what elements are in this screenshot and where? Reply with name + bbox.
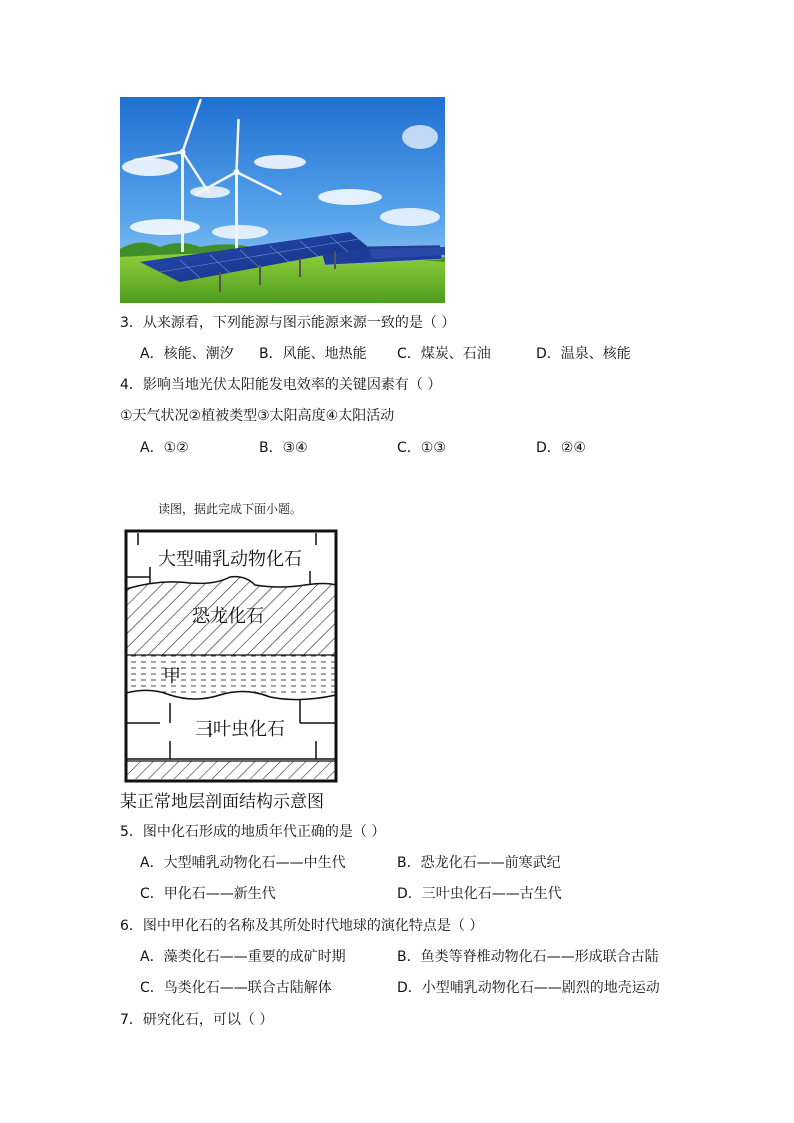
intro-text: 读图，据此完成下面小题。	[158, 502, 303, 516]
layer-label-trilobite: 三叶虫化石	[195, 719, 285, 740]
q4-option-a: A．①②	[140, 440, 189, 456]
q4-stem: 4．影响当地光伏太阳能发电效率的关键因素有（ ）	[120, 377, 442, 393]
q6-option-b: B．鱼类等脊椎动物化石——形成联合古陆	[397, 949, 659, 965]
q3-option-c: C．煤炭、石油	[397, 346, 491, 362]
q6-stem: 6．图中甲化石的名称及其所处时代地球的演化特点是（ ）	[120, 918, 484, 934]
q5-option-d: D．三叶虫化石——古生代	[397, 886, 562, 902]
q7-stem: 7．研究化石，可以（ ）	[120, 1012, 274, 1028]
q5-stem: 5．图中化石形成的地质年代正确的是（ ）	[120, 824, 386, 840]
q5-option-c: C．甲化石——新生代	[140, 886, 276, 902]
q5-option-b: B．恐龙化石——前寒武纪	[397, 855, 561, 871]
q3-option-a: A．核能、潮汐	[140, 346, 234, 362]
q6-option-a: A．藻类化石——重要的成矿时期	[140, 949, 346, 965]
diagram-caption: 某正常地层剖面结构示意图	[120, 792, 324, 812]
q6-option-c: C．鸟类化石——联合古陆解体	[140, 980, 332, 996]
q4-factors: ①天气状况②植被类型③太阳高度④太阳活动	[120, 408, 395, 424]
q4-option-d: D．②④	[536, 440, 586, 456]
q3-option-b: B．风能、地热能	[259, 346, 367, 362]
q3-stem: 3．从来源看，下列能源与图示能源来源一致的是（ ）	[120, 315, 456, 331]
q5-option-a: A．大型哺乳动物化石——中生代	[140, 855, 346, 871]
layer-label-jia: 甲	[163, 666, 181, 687]
strata-diagram	[120, 527, 350, 791]
layer-label-dinosaur: 恐龙化石	[192, 606, 264, 627]
q3-option-d: D．温泉、核能	[536, 346, 631, 362]
q4-option-b: B．③④	[259, 440, 308, 456]
layer-label-mammal: 大型哺乳动物化石	[158, 549, 302, 570]
energy-photo	[120, 97, 445, 303]
q4-option-c: C．①③	[397, 440, 446, 456]
q6-option-d: D．小型哺乳动物化石——剧烈的地壳运动	[397, 980, 660, 996]
